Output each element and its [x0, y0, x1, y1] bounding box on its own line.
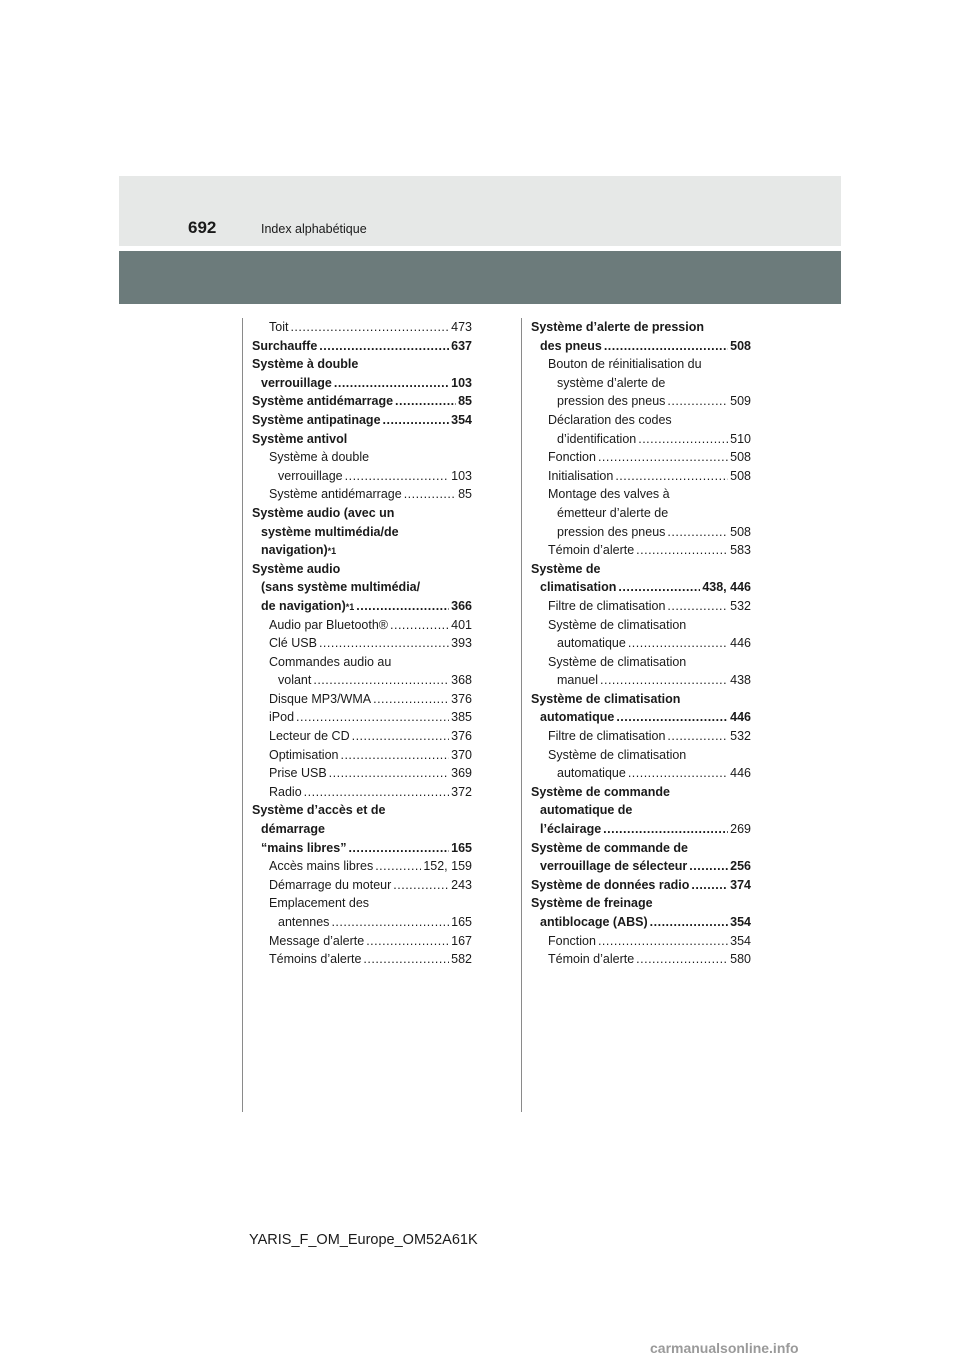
entry-text: Déclaration des codes [548, 412, 672, 427]
index-entry [531, 541, 751, 560]
leader-dots [304, 783, 449, 802]
entry-text: Disque MP3/WMA [269, 691, 372, 706]
leader-dots [331, 913, 449, 932]
page-ref: 508 [730, 524, 751, 539]
leader-dots [691, 876, 728, 895]
leader-dots [636, 541, 728, 560]
entry-text: Fonction [548, 450, 596, 465]
index-entry [531, 746, 751, 783]
entry-text: Système de données radio [531, 877, 690, 892]
index-entry [531, 950, 751, 969]
entry-text: d’identification [557, 431, 637, 446]
entry-text: Système d’alerte de pression [531, 320, 704, 334]
leader-dots [628, 634, 728, 653]
leader-dots [667, 523, 728, 542]
entry-text: automatique [557, 766, 626, 781]
index-entry [252, 764, 472, 783]
leader-dots [352, 727, 450, 746]
page-ref: 473 [451, 320, 472, 334]
leader-dots [383, 411, 450, 430]
page-ref: 438, 446 [702, 580, 751, 595]
column-divider-left [242, 318, 243, 1112]
page-ref: 446 [730, 710, 751, 725]
index-entry [531, 597, 751, 616]
page-ref: 446 [730, 636, 751, 651]
page-ref: 167 [451, 933, 472, 948]
entry-text: Bouton de réinitialisation du [548, 357, 702, 372]
entry-text: Système de climatisation [548, 747, 687, 762]
page-ref: 354 [730, 915, 751, 929]
watermark: carmanualsonline.info [650, 1340, 799, 1356]
index-entry [252, 950, 472, 969]
entry-text: verrouillage [278, 468, 343, 483]
leader-dots [598, 932, 728, 951]
index-entry [531, 783, 751, 839]
page-ref: 508 [730, 450, 751, 465]
page-ref: 374 [730, 877, 751, 892]
page-ref: 580 [730, 952, 751, 967]
index-entry [531, 839, 751, 876]
index-entry [531, 690, 751, 727]
index-entry [252, 857, 472, 876]
entry-text: Système d’accès et de [252, 803, 386, 818]
leader-dots [404, 485, 456, 504]
entry-text: antennes [278, 915, 330, 929]
entry-text: Système audio [252, 561, 341, 576]
index-entry [252, 411, 472, 430]
page-ref: 369 [451, 766, 472, 781]
index-entry [252, 653, 472, 690]
index-entry [531, 894, 751, 931]
entry-text: Système de climatisation [531, 691, 681, 706]
leader-dots [618, 578, 700, 597]
page-ref: 393 [451, 636, 472, 651]
entry-text: Système antivol [252, 431, 348, 446]
leader-dots [345, 467, 450, 486]
entry-text: Système de freinage [531, 896, 653, 911]
entry-text: Système à double [269, 450, 370, 465]
index-entry [252, 634, 472, 653]
entry-text: Système de [531, 561, 601, 576]
page-ref: 366 [451, 598, 472, 613]
leader-dots [366, 932, 449, 951]
leader-dots [340, 746, 449, 765]
entry-text: des pneus [540, 338, 602, 353]
index-entry [531, 653, 751, 690]
leader-dots [604, 337, 728, 356]
page-ref: 582 [451, 952, 472, 967]
index-entry [252, 746, 472, 765]
index-entry [531, 485, 751, 541]
page-ref: 243 [451, 877, 472, 892]
page-ref: 370 [451, 747, 472, 762]
entry-text: Système de commande [531, 784, 670, 799]
entry-text: antiblocage (ABS) [540, 915, 648, 929]
entry-text: émetteur d’alerte de [557, 505, 669, 520]
leader-dots [598, 448, 728, 467]
entry-text: Emplacement des [269, 896, 370, 911]
leader-dots [390, 616, 449, 635]
entry-text: verrouillage [261, 375, 332, 390]
leader-dots [616, 708, 728, 727]
entry-text: l’éclairage [540, 822, 602, 837]
entry-text: système d’alerte de [557, 375, 666, 390]
entry-text: Système de climatisation [548, 654, 687, 669]
leader-dots [393, 876, 449, 895]
entry-text: Système de commande de [531, 840, 689, 855]
index-entry [252, 337, 472, 356]
leader-dots [290, 318, 449, 337]
index-entry [531, 932, 751, 951]
entry-text: Témoin d’alerte [548, 543, 635, 558]
leader-dots [375, 857, 421, 876]
page-ref: 354 [730, 933, 751, 948]
entry-text: Fonction [548, 933, 596, 948]
leader-dots [363, 950, 449, 969]
entry-text: Système à double [252, 357, 359, 372]
page-ref: 256 [730, 859, 751, 874]
index-entry [531, 467, 751, 486]
index-entry [252, 355, 472, 392]
leader-dots [356, 597, 449, 616]
leader-dots [638, 430, 728, 449]
column-divider-right [521, 318, 522, 1112]
page-ref: 165 [451, 915, 472, 929]
page-ref: 103 [451, 375, 472, 390]
entry-text: pression des pneus [557, 524, 666, 539]
entry-text: Optimisation [269, 747, 339, 762]
leader-dots [319, 634, 449, 653]
page-ref: 85 [458, 394, 472, 409]
entry-text: Clé USB [269, 636, 317, 651]
index-entry [252, 318, 472, 337]
entry-text: Système audio (avec un [252, 505, 395, 520]
entry-text: (sans système multimédia/ [261, 580, 421, 595]
leader-dots [296, 708, 449, 727]
entry-text: système multimédia/de [261, 524, 399, 539]
leader-dots [334, 374, 449, 393]
index-entry [531, 355, 751, 411]
page-ref: 401 [451, 617, 472, 632]
entry-text: Accès mains libres [269, 859, 374, 874]
page-ref: 583 [730, 543, 751, 558]
entry-text: Démarrage du moteur [269, 877, 392, 892]
entry-text: Témoin d’alerte [548, 952, 635, 967]
index-entry [252, 783, 472, 802]
entry-text: Système antidémarrage [252, 394, 394, 409]
entry-text: de navigation) [261, 598, 346, 613]
index-entry [252, 801, 472, 857]
entry-text: Message d’alerte [269, 933, 365, 948]
index-entry [252, 894, 472, 931]
entry-text: manuel [557, 673, 598, 688]
leader-dots [667, 597, 728, 616]
leader-dots [636, 950, 728, 969]
leader-dots [313, 671, 449, 690]
entry-text: Surchauffe [252, 338, 318, 353]
index-entry [531, 876, 751, 895]
page-ref: 532 [730, 598, 751, 613]
section-title: Index alphabétique [261, 222, 367, 236]
index-entry [531, 318, 751, 355]
index-entry [252, 616, 472, 635]
leader-dots [689, 857, 728, 876]
page-ref: 510 [730, 431, 751, 446]
page-ref: 372 [451, 784, 472, 799]
entry-text: Prise USB [269, 766, 327, 781]
index-entry [531, 727, 751, 746]
index-entry [531, 411, 751, 448]
index-entry [252, 392, 472, 411]
entry-text: Système antidémarrage [269, 487, 402, 502]
entry-text: Initialisation [548, 468, 614, 483]
page-ref: 354 [451, 412, 472, 427]
leader-dots [603, 820, 728, 839]
leader-dots [667, 392, 728, 411]
index-entry [252, 448, 472, 485]
page-ref: 269 [730, 822, 751, 837]
entry-text: automatique [557, 636, 626, 651]
entry-text: Système de climatisation [548, 617, 687, 632]
index-entry [252, 430, 472, 449]
leader-dots [329, 764, 449, 783]
page-ref: 165 [451, 840, 472, 855]
entry-text: Toit [269, 320, 289, 334]
page-ref: 376 [451, 729, 472, 744]
leader-dots [348, 839, 449, 858]
page-ref: 103 [451, 468, 472, 483]
entry-text: Système antipatinage [252, 412, 381, 427]
page-ref: 532 [730, 729, 751, 744]
entry-text: démarrage [261, 822, 325, 837]
page-ref: 446 [730, 766, 751, 781]
document-code: YARIS_F_OM_Europe_OM52A61K [249, 1232, 478, 1248]
index-column-right [531, 318, 751, 969]
index-entry [531, 616, 751, 653]
page-ref: 376 [451, 691, 472, 706]
page-ref: 508 [730, 338, 751, 353]
index-entry [252, 876, 472, 895]
entry-text: iPod [269, 710, 295, 725]
entry-text: Filtre de climatisation [548, 729, 666, 744]
leader-dots [600, 671, 728, 690]
page-ref: 508 [730, 468, 751, 483]
entry-text: Témoins d’alerte [269, 952, 362, 967]
leader-dots [628, 764, 728, 783]
index-entry [531, 560, 751, 597]
entry-text: Commandes audio au [269, 654, 392, 669]
entry-text: verrouillage de sélecteur [540, 859, 688, 874]
index-entry: Système audio (sans système multimédia/ de navigation) *1 ..... 366 [252, 560, 472, 616]
index-entry [531, 448, 751, 467]
entry-text: Lecteur de CD [269, 729, 350, 744]
entry-text: volant [278, 673, 312, 688]
page-number: 692 [188, 218, 217, 237]
page-ref: 509 [730, 394, 751, 409]
leader-dots [395, 392, 456, 411]
leader-dots [319, 337, 449, 356]
page-ref: 438 [730, 673, 751, 688]
page-ref: 385 [451, 710, 472, 725]
index-entry [252, 708, 472, 727]
entry-text: Audio par Bluetooth® [269, 617, 389, 632]
entry-text: Radio [269, 784, 302, 799]
index-column-left [252, 318, 472, 969]
index-entry [252, 690, 472, 709]
leader-dots [615, 467, 728, 486]
page-ref: 85 [458, 487, 472, 502]
page-ref: 368 [451, 673, 472, 688]
entry-text: navigation) [261, 543, 328, 558]
entry-text: automatique de [540, 803, 633, 818]
page-ref: 637 [451, 338, 472, 353]
leader-dots [667, 727, 728, 746]
entry-text: automatique [540, 710, 615, 725]
page-ref: 152, 159 [423, 859, 472, 874]
header-band [119, 176, 841, 246]
index-entry: Système audio (avec un système multimédia/de navigation) *1 [252, 504, 472, 560]
entry-text: climatisation [540, 580, 617, 595]
leader-dots [373, 690, 449, 709]
entry-text: Filtre de climatisation [548, 598, 666, 613]
index-entry [252, 485, 472, 504]
header-bar [119, 251, 841, 304]
entry-text: Montage des valves à [548, 487, 670, 502]
leader-dots [650, 913, 728, 932]
index-entry [252, 932, 472, 951]
entry-text: pression des pneus [557, 394, 666, 409]
entry-text: “mains libres” [261, 840, 347, 855]
index-entry [252, 727, 472, 746]
